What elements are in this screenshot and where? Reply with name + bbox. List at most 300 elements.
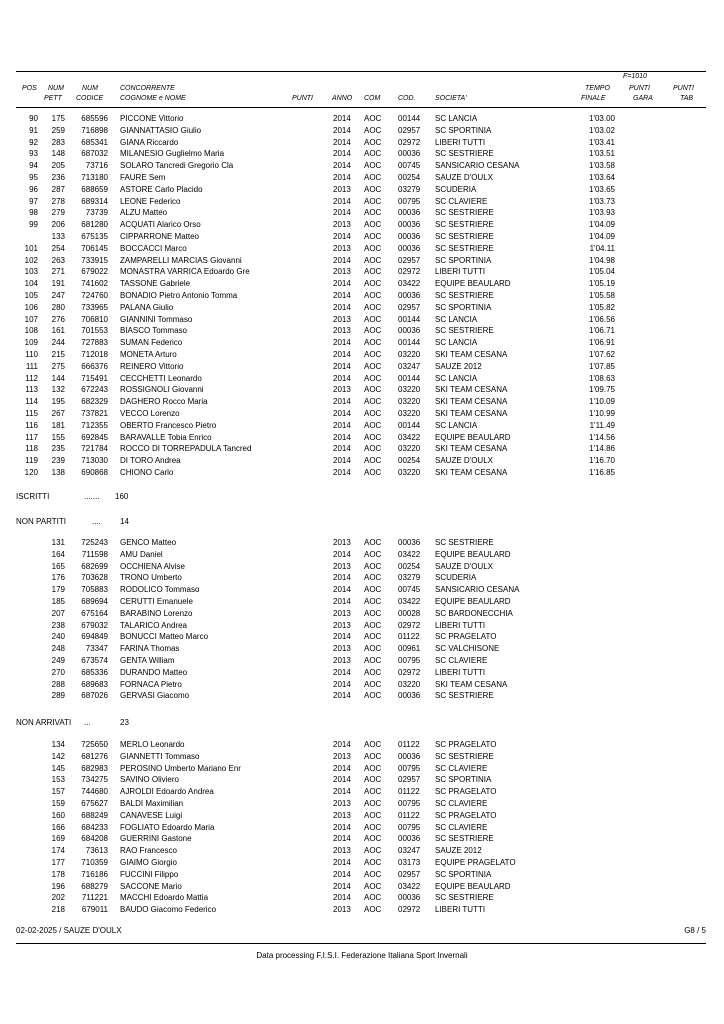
final-time: 1'09.75 xyxy=(589,385,615,395)
list-item xyxy=(0,786,724,797)
committee: AOC xyxy=(364,279,382,289)
birth-year: 2014 xyxy=(333,893,351,903)
final-time: 1'03.58 xyxy=(589,161,615,171)
athlete-code: 73613 xyxy=(85,846,108,856)
final-time: 1'03.51 xyxy=(589,149,615,159)
club-code: 02957 xyxy=(398,255,421,265)
athlete-name: AMU Daniel xyxy=(120,549,163,559)
athlete-code: 685596 xyxy=(81,114,108,123)
athlete-code: 681276 xyxy=(81,751,108,761)
club-name: SAUZE D'OULX xyxy=(435,456,493,466)
club-name: SC SESTRIERE xyxy=(435,208,494,218)
iscritti-count: 160 xyxy=(115,492,129,501)
non-arrivati-dots: ... xyxy=(84,718,91,727)
table-row xyxy=(0,361,724,372)
athlete-name: GIANNATTASIO Giulio xyxy=(120,125,202,135)
club-name: SKI TEAM CESANA xyxy=(435,468,508,477)
position: 92 xyxy=(29,137,38,147)
position: 111 xyxy=(25,361,38,371)
club-code: 03220 xyxy=(398,350,421,359)
list-item xyxy=(0,679,724,690)
col-punti-gara-1: PUNTI xyxy=(629,85,650,92)
table-row xyxy=(0,160,724,171)
position: 107 xyxy=(24,314,38,324)
list-item xyxy=(0,881,724,892)
bib-number: 185 xyxy=(51,597,65,606)
birth-year: 2013 xyxy=(333,644,351,654)
list-item xyxy=(0,810,724,821)
list-item xyxy=(0,739,724,750)
club-code: 00036 xyxy=(398,834,421,844)
athlete-name: CHIONO Carlo xyxy=(120,468,174,477)
athlete-code: 679022 xyxy=(81,267,108,277)
committee: AOC xyxy=(364,632,382,642)
col-finale: FINALE xyxy=(581,95,606,102)
birth-year: 2014 xyxy=(333,350,351,359)
birth-year: 2014 xyxy=(333,597,351,606)
birth-year: 2014 xyxy=(333,137,351,147)
club-name: SC BARDONECCHIA xyxy=(435,608,513,618)
club-code: 00028 xyxy=(398,608,421,618)
table-row xyxy=(0,113,724,124)
bib-number: 278 xyxy=(51,196,65,206)
athlete-code: 666376 xyxy=(81,361,108,371)
committee: AOC xyxy=(364,881,382,891)
bib-number: 174 xyxy=(51,846,65,856)
athlete-code: 690868 xyxy=(81,468,108,477)
bib-number: 160 xyxy=(51,810,65,820)
bib-number: 267 xyxy=(51,409,65,418)
club-code: 00254 xyxy=(398,456,421,466)
col-cod: COD. xyxy=(398,95,416,102)
final-time: 1'04.09 xyxy=(589,220,615,230)
club-code: 03247 xyxy=(398,361,421,371)
club-code: 03220 xyxy=(398,444,421,454)
club-name: SC CLAVIERE xyxy=(435,763,488,773)
club-code: 00036 xyxy=(398,220,421,230)
athlete-name: ZAMPARELLI MARCIAS Giovanni xyxy=(120,255,242,265)
bib-number: 254 xyxy=(51,243,65,253)
final-time: 1'06.56 xyxy=(589,314,615,324)
committee: AOC xyxy=(364,444,382,454)
list-item xyxy=(0,869,724,880)
club-name: SC CLAVIERE xyxy=(435,196,488,206)
club-name: EQUIPE PRAGELATO xyxy=(435,858,516,867)
club-name: EQUIPE BEAULARD xyxy=(435,279,511,289)
birth-year: 2013 xyxy=(333,656,351,665)
bib-number: 207 xyxy=(51,608,65,618)
final-time: 1'14.86 xyxy=(589,444,615,454)
athlete-name: MILANESIO Guglielmo Maria xyxy=(120,149,225,159)
birth-year: 2013 xyxy=(333,220,351,230)
birth-year: 2013 xyxy=(333,243,351,253)
committee: AOC xyxy=(364,775,382,785)
final-time: 1'10.99 xyxy=(589,409,615,418)
committee: AOC xyxy=(364,350,382,359)
bib-number: 169 xyxy=(51,834,65,844)
col-com: COM xyxy=(364,95,381,102)
birth-year: 2014 xyxy=(333,173,351,182)
club-name: SANSICARIO CESANA xyxy=(435,585,520,595)
col-pos: POS xyxy=(22,85,37,92)
club-name: SC LANCIA xyxy=(435,114,478,123)
birth-year: 2014 xyxy=(333,632,351,642)
birth-year: 2013 xyxy=(333,751,351,761)
birth-year: 2014 xyxy=(333,420,351,430)
table-row xyxy=(0,302,724,313)
athlete-name: PEROSINO Umberto Mariano Enr xyxy=(120,763,241,773)
committee: AOC xyxy=(364,538,382,547)
committee: AOC xyxy=(364,125,382,135)
final-time: 1'04.11 xyxy=(589,243,615,253)
table-row xyxy=(0,396,724,407)
table-row xyxy=(0,337,724,348)
club-code: 01122 xyxy=(398,810,420,820)
list-item xyxy=(0,822,724,833)
bib-number: 165 xyxy=(51,561,65,571)
non-partiti-dots: .... xyxy=(92,517,101,526)
final-time: 1'03.02 xyxy=(589,125,615,135)
club-code: 00036 xyxy=(398,243,421,253)
committee: AOC xyxy=(364,161,382,171)
athlete-name: ASTORE Carlo Placido xyxy=(120,184,203,194)
athlete-code: 687032 xyxy=(81,149,108,159)
athlete-name: TASSONE Gabriele xyxy=(120,279,191,289)
club-code: 03220 xyxy=(398,679,421,689)
club-code: 01122 xyxy=(398,787,420,797)
final-time: 1'16.85 xyxy=(589,468,615,477)
athlete-name: GUERRINI Gastone xyxy=(120,834,192,844)
committee: AOC xyxy=(364,549,382,559)
bib-number: 248 xyxy=(51,644,65,654)
committee: AOC xyxy=(364,691,382,701)
list-item xyxy=(0,572,724,583)
athlete-name: ROSSIGNOLI Giovanni xyxy=(120,385,204,395)
non-partiti-count: 14 xyxy=(120,517,129,526)
footer-credit: Data processing F.I.S.I. Federazione Italiana Sport Invernali xyxy=(256,951,468,960)
list-item xyxy=(0,774,724,785)
club-name: SC SPORTINIA xyxy=(435,255,492,265)
club-name: SKI TEAM CESANA xyxy=(435,679,508,689)
col-tempo: TEMPO xyxy=(585,85,610,92)
club-name: SC CLAVIERE xyxy=(435,656,488,665)
club-name: SC PRAGELATO xyxy=(435,787,497,797)
club-code: 02972 xyxy=(398,905,421,915)
club-name: SC VALCHISONE xyxy=(435,644,500,654)
table-row xyxy=(0,207,724,218)
club-code: 00795 xyxy=(398,799,421,808)
birth-year: 2013 xyxy=(333,608,351,618)
list-item xyxy=(0,537,724,548)
club-name: SC SESTRIERE xyxy=(435,834,494,844)
final-time: 1'07.85 xyxy=(589,361,615,371)
final-time: 1'05.58 xyxy=(589,291,615,300)
athlete-name: GENCO Matteo xyxy=(120,538,177,547)
committee: AOC xyxy=(364,561,382,571)
club-code: 03422 xyxy=(398,549,421,559)
birth-year: 2014 xyxy=(333,740,351,749)
position: 113 xyxy=(25,385,38,395)
position: 112 xyxy=(25,373,38,383)
club-code: 03422 xyxy=(398,279,421,289)
bib-number: 240 xyxy=(51,632,65,642)
club-code: 02957 xyxy=(398,125,421,135)
table-row xyxy=(0,325,724,336)
birth-year: 2014 xyxy=(333,361,351,371)
athlete-name: CERUTTI Emanuele xyxy=(120,597,193,606)
position: 90 xyxy=(29,114,38,123)
birth-year: 2013 xyxy=(333,314,351,324)
committee: AOC xyxy=(364,291,382,300)
bib-number: 157 xyxy=(51,787,65,797)
committee: AOC xyxy=(364,232,382,241)
club-code: 00795 xyxy=(398,763,421,773)
position: 119 xyxy=(25,456,38,466)
committee: AOC xyxy=(364,137,382,147)
athlete-code: 689314 xyxy=(81,196,108,206)
bib-number: 288 xyxy=(51,679,65,689)
bib-number: 196 xyxy=(51,881,65,891)
club-code: 00961 xyxy=(398,644,421,654)
committee: AOC xyxy=(364,432,382,442)
committee: AOC xyxy=(364,644,382,654)
final-time: 1'04.09 xyxy=(589,232,615,241)
table-row xyxy=(0,420,724,431)
footer-rule xyxy=(16,943,706,944)
committee: AOC xyxy=(364,385,382,395)
final-time: 1'03.41 xyxy=(589,137,615,147)
athlete-name: FARINA Thomas xyxy=(120,644,180,654)
position: 109 xyxy=(24,338,38,348)
position: 96 xyxy=(29,184,38,194)
birth-year: 2013 xyxy=(333,326,351,336)
club-name: SAUZE 2012 xyxy=(435,361,482,371)
club-code: 03422 xyxy=(398,432,421,442)
athlete-name: RODOLICO Tommaso xyxy=(120,585,200,595)
club-code: 00036 xyxy=(398,538,421,547)
athlete-name: BONADIO Pietro Antonio Tomma xyxy=(120,291,238,300)
table-row xyxy=(0,290,724,301)
position: 116 xyxy=(25,420,38,430)
final-time: 1'04.98 xyxy=(589,255,615,265)
club-name: SC SESTRIERE xyxy=(435,149,494,159)
athlete-name: FUCCINI Filippo xyxy=(120,869,179,879)
birth-year: 2014 xyxy=(333,432,351,442)
club-name: SC SESTRIERE xyxy=(435,243,494,253)
final-time: 1'07.62 xyxy=(589,350,615,359)
bib-number: 239 xyxy=(51,456,65,466)
club-code: 00795 xyxy=(398,822,421,832)
club-code: 00745 xyxy=(398,161,421,171)
list-item xyxy=(0,798,724,809)
athlete-code: 733965 xyxy=(81,302,108,312)
club-code: 00795 xyxy=(398,196,421,206)
position: 103 xyxy=(24,267,38,277)
position: 120 xyxy=(24,468,38,477)
athlete-name: SUMAN Federico xyxy=(120,338,183,348)
club-name: SC SESTRIERE xyxy=(435,751,494,761)
club-code: 03220 xyxy=(398,468,421,477)
committee: AOC xyxy=(364,573,382,583)
committee: AOC xyxy=(364,810,382,820)
birth-year: 2014 xyxy=(333,196,351,206)
table-row xyxy=(0,432,724,443)
final-time: 1'03.00 xyxy=(589,114,615,123)
table-row xyxy=(0,184,724,195)
bib-number: 179 xyxy=(51,585,65,595)
bib-number: 164 xyxy=(51,549,65,559)
table-row xyxy=(0,314,724,325)
athlete-code: 744680 xyxy=(81,787,108,797)
final-time: 1'06.91 xyxy=(589,338,615,348)
committee: AOC xyxy=(364,787,382,797)
club-name: SCUDERIA xyxy=(435,184,477,194)
athlete-code: 675135 xyxy=(81,232,108,241)
club-code: 00144 xyxy=(398,373,421,383)
club-name: EQUIPE BEAULARD xyxy=(435,597,511,606)
bib-number: 287 xyxy=(51,184,65,194)
birth-year: 2013 xyxy=(333,561,351,571)
athlete-name: DI TORO Andrea xyxy=(120,456,181,466)
athlete-name: MONETA Arturo xyxy=(120,350,177,359)
bib-number: 166 xyxy=(51,822,65,832)
list-item xyxy=(0,763,724,774)
athlete-code: 716186 xyxy=(81,869,108,879)
col-num-codice-2: CODICE xyxy=(76,95,104,102)
club-code: 00036 xyxy=(398,893,421,903)
athlete-code: 703628 xyxy=(81,573,108,583)
birth-year: 2014 xyxy=(333,208,351,218)
athlete-code: 727883 xyxy=(81,338,108,348)
athlete-name: AJROLDI Edoardo Andrea xyxy=(120,787,214,797)
athlete-name: BARABINO Lorenzo xyxy=(120,608,193,618)
position: 98 xyxy=(29,208,38,218)
club-code: 02972 xyxy=(398,667,421,677)
position: 93 xyxy=(29,149,38,159)
bib-number: 279 xyxy=(51,208,65,218)
list-item xyxy=(0,845,724,856)
club-name: EQUIPE BEAULARD xyxy=(435,881,511,891)
birth-year: 2014 xyxy=(333,409,351,418)
committee: AOC xyxy=(364,656,382,665)
birth-year: 2014 xyxy=(333,397,351,407)
athlete-name: ALZU Matteo xyxy=(120,208,168,218)
club-code: 02957 xyxy=(398,775,421,785)
bib-number: 134 xyxy=(51,740,65,749)
committee: AOC xyxy=(364,409,382,418)
final-time: 1'10.09 xyxy=(589,397,615,407)
committee: AOC xyxy=(364,338,382,348)
table-row xyxy=(0,408,724,419)
list-item xyxy=(0,751,724,762)
club-name: SC SESTRIERE xyxy=(435,232,494,241)
table-row xyxy=(0,373,724,384)
club-name: SC SESTRIERE xyxy=(435,326,494,336)
table-row xyxy=(0,349,724,360)
athlete-name: BOCCACCI Marco xyxy=(120,243,187,253)
bib-number: 138 xyxy=(51,468,65,477)
birth-year: 2014 xyxy=(333,291,351,300)
athlete-code: 706810 xyxy=(81,314,108,324)
committee: AOC xyxy=(364,149,382,159)
bib-number: 236 xyxy=(51,173,65,182)
club-code: 00144 xyxy=(398,338,421,348)
club-code: 03422 xyxy=(398,597,421,606)
committee: AOC xyxy=(364,243,382,253)
committee: AOC xyxy=(364,314,382,324)
athlete-name: MONASTRA VARRICA Edoardo Gre xyxy=(120,267,250,277)
committee: AOC xyxy=(364,858,382,867)
athlete-name: PICCONE Vittorio xyxy=(120,114,184,123)
non-arrivati-label: NON ARRIVATI xyxy=(16,718,72,727)
athlete-code: 687026 xyxy=(81,691,108,701)
athlete-name: CANAVESE Luigi xyxy=(120,810,183,820)
footer-page-number: G8 / 5 xyxy=(684,926,706,935)
club-code: 00144 xyxy=(398,420,421,430)
club-code: 02957 xyxy=(398,302,421,312)
position: 94 xyxy=(29,161,38,171)
birth-year: 2014 xyxy=(333,549,351,559)
iscritti-label: ISCRITTI xyxy=(16,492,50,501)
col-punti-tab-1: PUNTI xyxy=(673,85,694,92)
athlete-name: SACCONE Mario xyxy=(120,881,182,891)
position: 102 xyxy=(24,255,38,265)
final-time: 1'16.70 xyxy=(589,456,615,466)
final-time: 1'11.49 xyxy=(589,420,615,430)
athlete-name: GIANA Riccardo xyxy=(120,137,179,147)
list-item xyxy=(0,643,724,654)
athlete-code: 679011 xyxy=(81,905,108,915)
bib-number: 244 xyxy=(51,338,65,348)
club-code: 01122 xyxy=(398,740,420,749)
birth-year: 2014 xyxy=(333,834,351,844)
club-code: 00254 xyxy=(398,561,421,571)
athlete-code: 701553 xyxy=(81,326,108,336)
committee: AOC xyxy=(364,184,382,194)
club-name: SAUZE 2012 xyxy=(435,846,482,856)
table-row xyxy=(0,243,724,254)
club-code: 00745 xyxy=(398,585,421,595)
birth-year: 2014 xyxy=(333,279,351,289)
athlete-name: DURANDO Matteo xyxy=(120,667,188,677)
f-factor-label: F=1010 xyxy=(623,73,647,80)
athlete-name: BIASCO Tommaso xyxy=(120,326,187,336)
final-time: 1'08.63 xyxy=(589,373,615,383)
bib-number: 283 xyxy=(51,137,65,147)
athlete-name: MACCHI Edoardo Mattia xyxy=(120,893,209,903)
athlete-name: GIANNETTI Tommaso xyxy=(120,751,200,761)
club-code: 00036 xyxy=(398,691,421,701)
position: 106 xyxy=(24,302,38,312)
col-concorrente: CONCORRENTE xyxy=(120,85,175,92)
athlete-name: BONUCCI Matteo Marco xyxy=(120,632,209,642)
athlete-code: 675164 xyxy=(81,608,108,618)
athlete-code: 734275 xyxy=(81,775,108,785)
club-name: SC SESTRIERE xyxy=(435,291,494,300)
birth-year: 2014 xyxy=(333,255,351,265)
list-item xyxy=(0,549,724,560)
club-name: SKI TEAM CESANA xyxy=(435,409,508,418)
final-time: 1'03.73 xyxy=(589,196,615,206)
bib-number: 175 xyxy=(51,114,65,123)
position: 91 xyxy=(29,125,38,135)
position: 118 xyxy=(25,444,38,454)
table-row xyxy=(0,278,724,289)
committee: AOC xyxy=(364,220,382,230)
position: 110 xyxy=(25,350,38,359)
athlete-name: OBERTO Francesco Pietro xyxy=(120,420,217,430)
club-code: 03279 xyxy=(398,184,421,194)
